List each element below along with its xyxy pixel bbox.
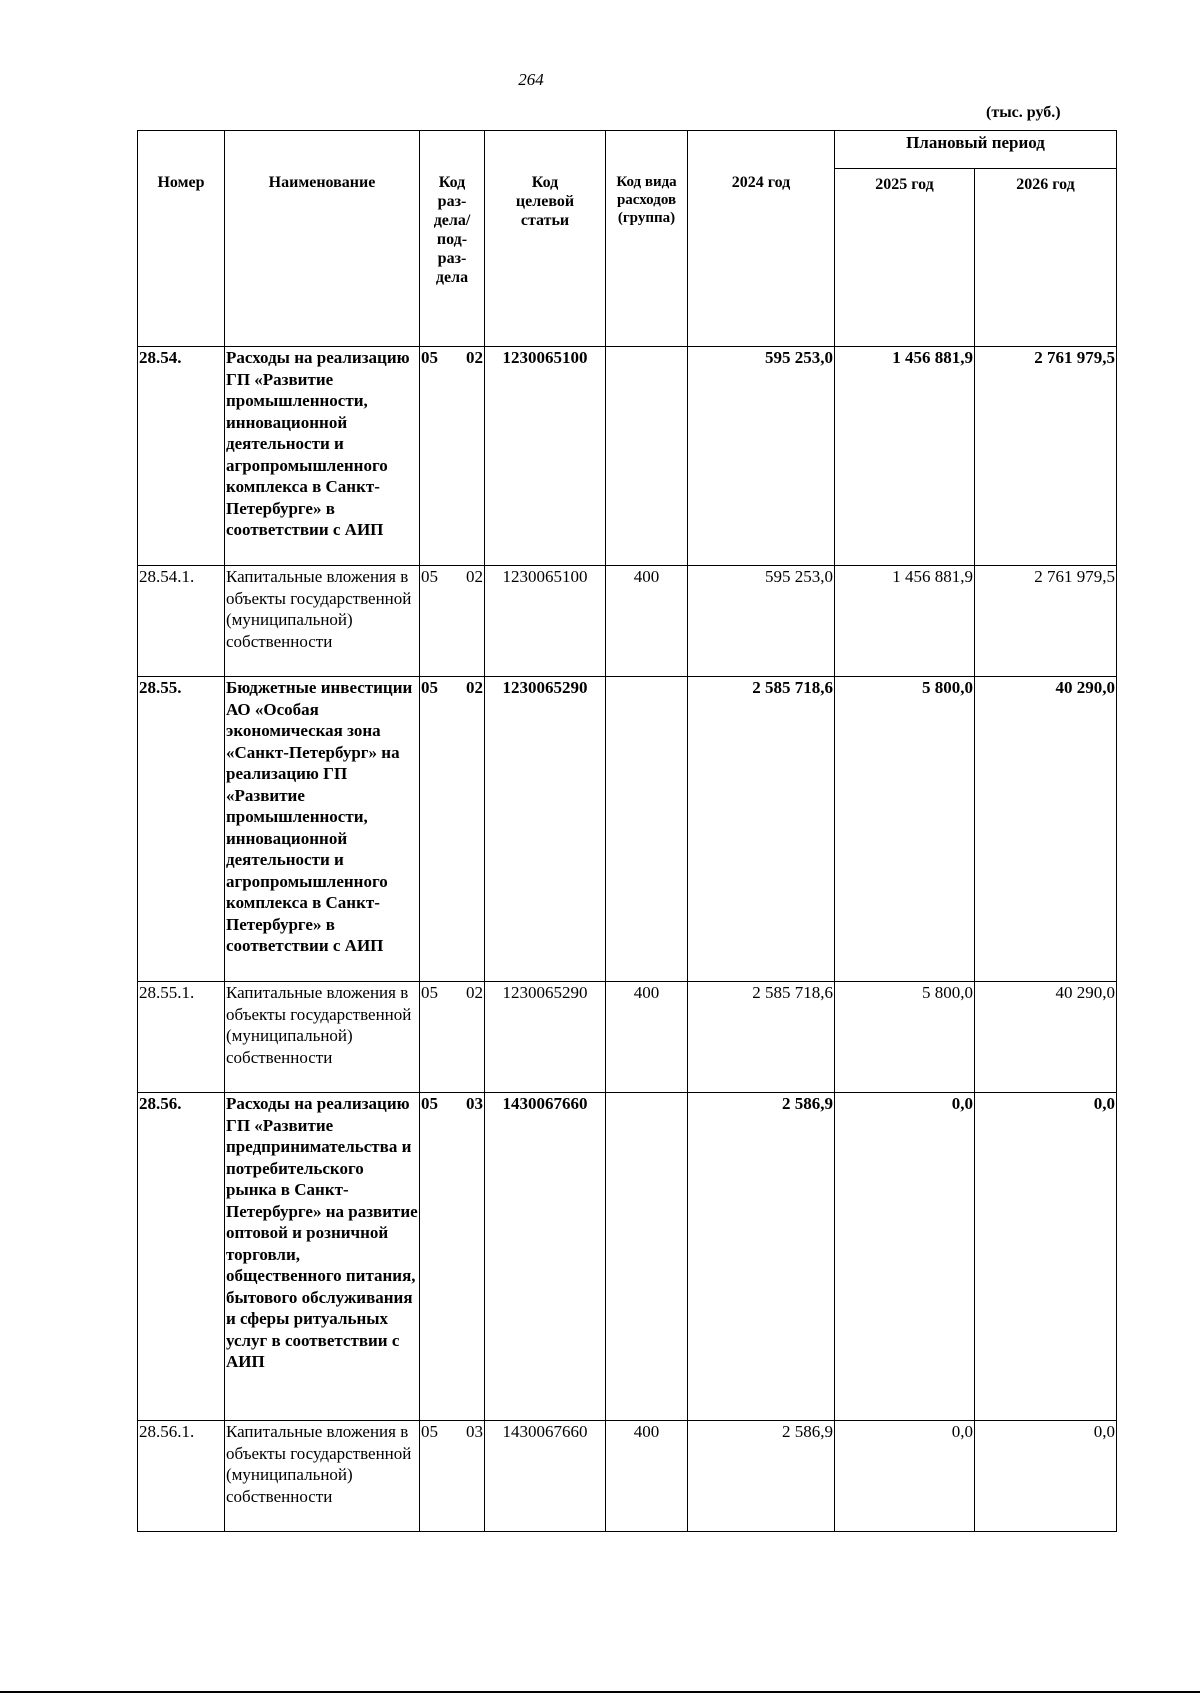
row-expense-type: 400 bbox=[606, 982, 688, 1093]
row-amount-2025: 0,0 bbox=[835, 1421, 975, 1532]
row-subsection: 02 bbox=[466, 983, 483, 1002]
row-amount-2025: 5 800,0 bbox=[835, 982, 975, 1093]
row-amount-2025: 1 456 881,9 bbox=[835, 347, 975, 566]
row-section: 05 bbox=[421, 348, 438, 367]
row-section: 05 bbox=[421, 1094, 438, 1113]
table-row bbox=[138, 982, 1117, 1093]
header-year-2024: 2024 год bbox=[688, 131, 835, 347]
row-expense-type bbox=[606, 677, 688, 982]
row-subsection: 02 bbox=[466, 348, 483, 367]
row-target-code: 1230065100 bbox=[485, 347, 606, 566]
row-number: 28.56.1. bbox=[138, 1421, 225, 1532]
row-subsection: 02 bbox=[466, 567, 483, 586]
row-section: 05 bbox=[421, 1422, 438, 1441]
row-amount-2026: 0,0 bbox=[975, 1421, 1117, 1532]
row-name: Капитальные вложения в объекты государственной (муниципальной) собственности bbox=[225, 982, 420, 1093]
header-year-2026: 2026 год bbox=[975, 169, 1117, 347]
row-section: 05 bbox=[421, 983, 438, 1002]
header-name: Наименование bbox=[225, 131, 420, 347]
row-amount-2026: 40 290,0 bbox=[975, 982, 1117, 1093]
row-amount-2024: 2 586,9 bbox=[688, 1093, 835, 1421]
row-name: Бюджетные инвестиции АО «Особая экономическая зона «Санкт-Петербург» на реализацию ГП «Развитие промышленности, инновационной деятельности и агропромышленного комплекса в Санкт-Петербурге» в соответствии с АИП bbox=[225, 677, 420, 982]
row-target-code: 1430067660 bbox=[485, 1093, 606, 1421]
row-amount-2025: 1 456 881,9 bbox=[835, 566, 975, 677]
row-section-code bbox=[420, 566, 485, 677]
row-amount-2024: 2 585 718,6 bbox=[688, 677, 835, 982]
table-row bbox=[138, 347, 1117, 566]
row-amount-2026: 40 290,0 bbox=[975, 677, 1117, 982]
row-name: Расходы на реализацию ГП «Развитие промышленности, инновационной деятельности и агропромышленного комплекса в Санкт-Петербурге» в соответствии с АИП bbox=[225, 347, 420, 566]
row-expense-type: 400 bbox=[606, 1421, 688, 1532]
row-amount-2024: 595 253,0 bbox=[688, 347, 835, 566]
row-number: 28.55. bbox=[138, 677, 225, 982]
table-row bbox=[138, 677, 1117, 982]
row-subsection: 02 bbox=[466, 678, 483, 697]
table-body bbox=[138, 347, 1117, 1532]
row-amount-2025: 5 800,0 bbox=[835, 677, 975, 982]
header-expense-type: Код вида расходов (группа) bbox=[606, 131, 688, 347]
row-amount-2026: 2 761 979,5 bbox=[975, 347, 1117, 566]
row-amount-2025: 0,0 bbox=[835, 1093, 975, 1421]
row-amount-2026: 2 761 979,5 bbox=[975, 566, 1117, 677]
row-number: 28.54. bbox=[138, 347, 225, 566]
row-amount-2024: 2 586,9 bbox=[688, 1421, 835, 1532]
header-number: Номер bbox=[138, 131, 225, 347]
row-expense-type bbox=[606, 347, 688, 566]
row-section: 05 bbox=[421, 567, 438, 586]
row-target-code: 1430067660 bbox=[485, 1421, 606, 1532]
header-year-2025: 2025 год bbox=[835, 169, 975, 347]
row-section-code bbox=[420, 677, 485, 982]
header-target: Код целевой статьи bbox=[485, 131, 606, 347]
row-number: 28.54.1. bbox=[138, 566, 225, 677]
row-section: 05 bbox=[421, 678, 438, 697]
row-name: Расходы на реализацию ГП «Развитие предпринимательства и потребительского рынка в Санкт-Петербурге» на развитие оптовой и розничной торговли, общественного питания, бытового обслуживания и сферы ритуальных услуг в соответствии с АИП bbox=[225, 1093, 420, 1421]
budget-table bbox=[137, 130, 1117, 1532]
table-row bbox=[138, 1093, 1117, 1421]
page-number: 264 bbox=[518, 70, 544, 89]
row-subsection: 03 bbox=[466, 1094, 483, 1113]
row-name: Капитальные вложения в объекты государственной (муниципальной) собственности bbox=[225, 1421, 420, 1532]
header-section: Код раз-дела/ под-раз-дела bbox=[420, 131, 485, 347]
table-row bbox=[138, 566, 1117, 677]
row-section-code bbox=[420, 1421, 485, 1532]
row-section-code bbox=[420, 1093, 485, 1421]
row-target-code: 1230065100 bbox=[485, 566, 606, 677]
row-target-code: 1230065290 bbox=[485, 982, 606, 1093]
row-number: 28.56. bbox=[138, 1093, 225, 1421]
row-amount-2024: 2 585 718,6 bbox=[688, 982, 835, 1093]
table-row bbox=[138, 1421, 1117, 1532]
row-target-code: 1230065290 bbox=[485, 677, 606, 982]
row-section-code bbox=[420, 982, 485, 1093]
row-expense-type: 400 bbox=[606, 566, 688, 677]
row-name: Капитальные вложения в объекты государственной (муниципальной) собственности bbox=[225, 566, 420, 677]
page-bottom-edge bbox=[0, 1691, 1200, 1693]
row-expense-type bbox=[606, 1093, 688, 1421]
row-amount-2026: 0,0 bbox=[975, 1093, 1117, 1421]
row-number: 28.55.1. bbox=[138, 982, 225, 1093]
header-plan-period: Плановый период bbox=[835, 131, 1117, 169]
row-subsection: 03 bbox=[466, 1422, 483, 1441]
row-amount-2024: 595 253,0 bbox=[688, 566, 835, 677]
row-section-code bbox=[420, 347, 485, 566]
units-label: (тыс. руб.) bbox=[986, 104, 1061, 121]
